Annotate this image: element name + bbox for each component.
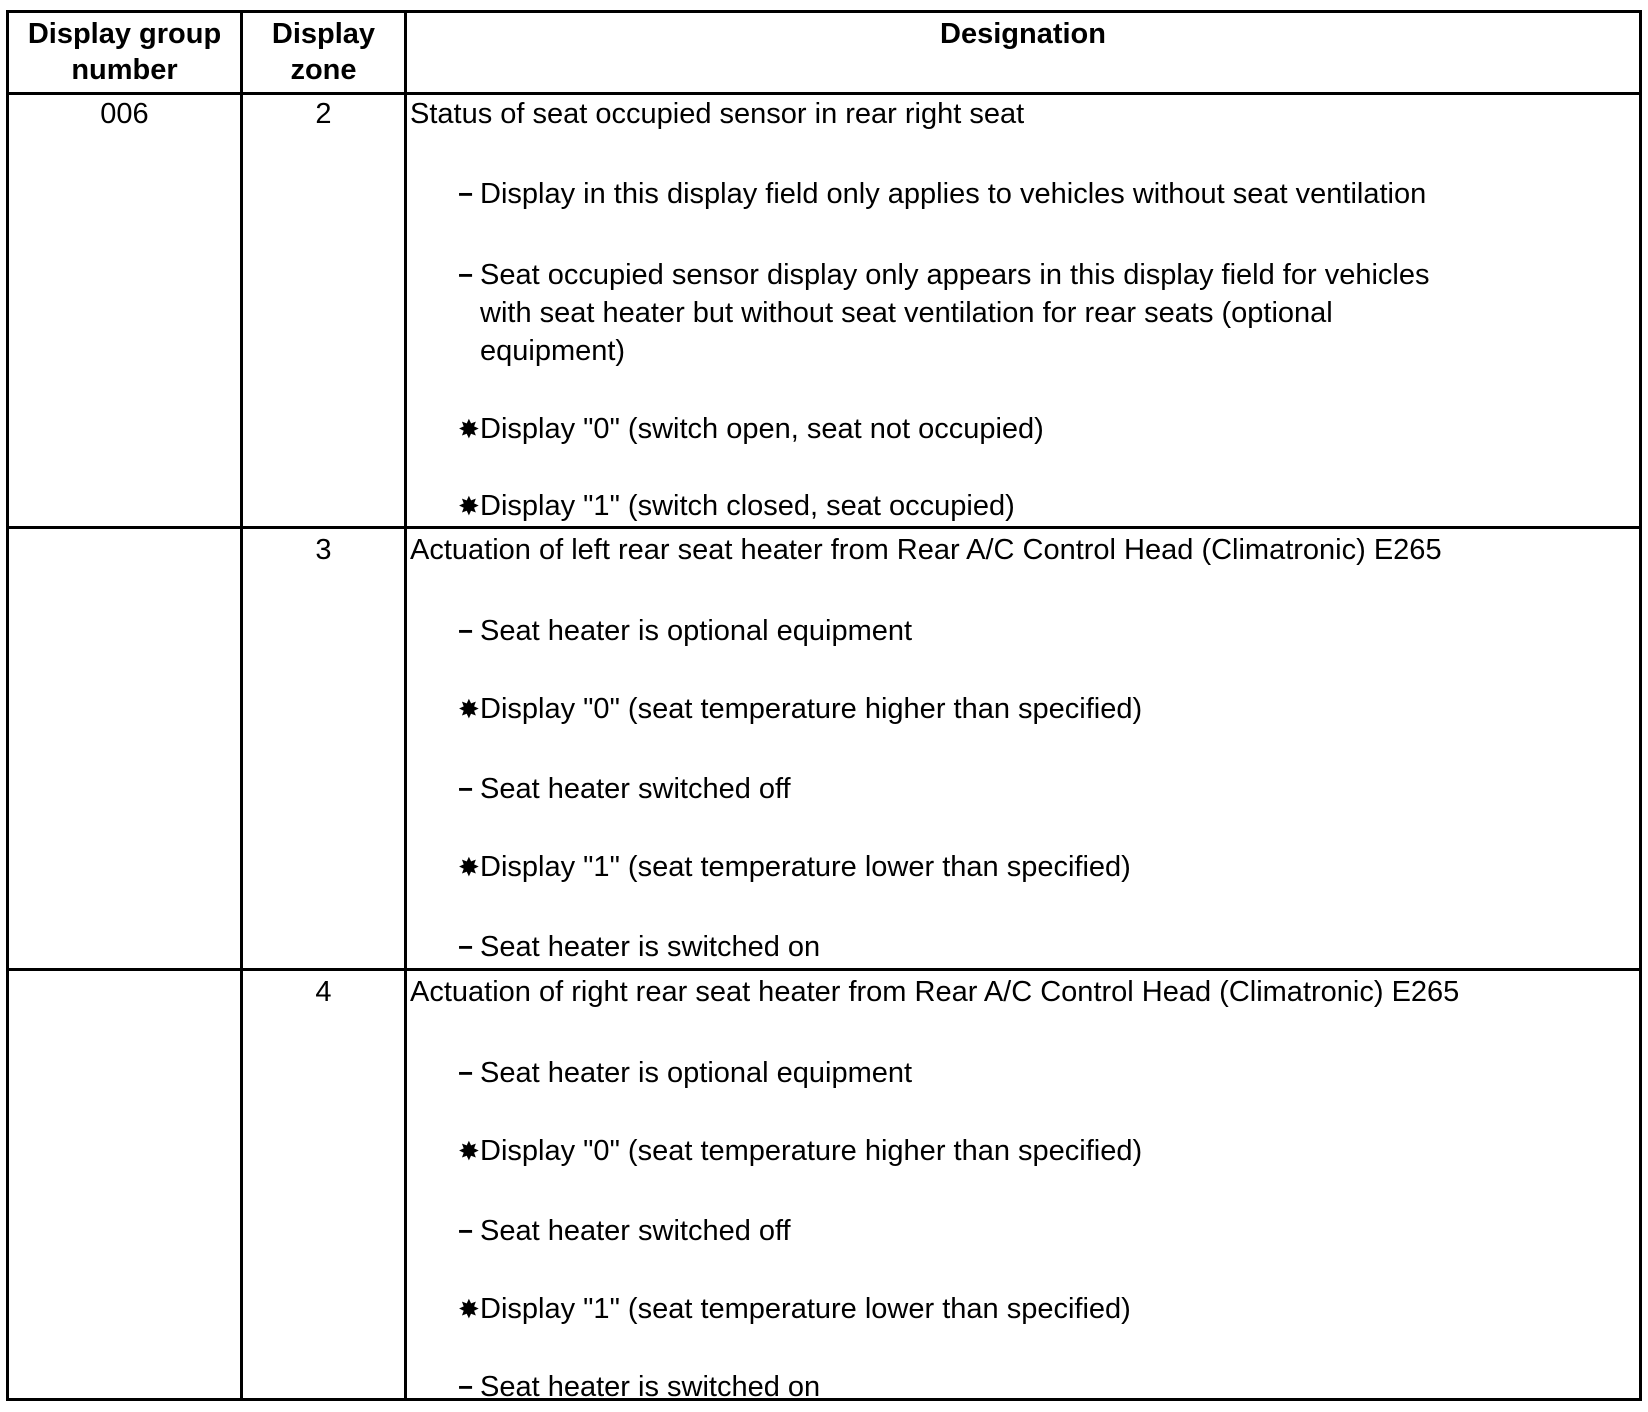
designation-item: Display "1" (seat temperature lower than specified): [480, 1293, 1131, 1325]
column-divider-2: [404, 10, 407, 1401]
header-designation: Designation: [940, 18, 1106, 50]
bullet-star-icon: ✸: [458, 1294, 480, 1324]
header-divider: [6, 92, 1642, 95]
bullet-star-icon: ✸: [458, 694, 480, 724]
table-border-right: [1639, 10, 1642, 1401]
row-divider-1: [6, 526, 1642, 529]
designation-title: Actuation of right rear seat heater from Rear A/C Control Head (Climatronic) E265: [410, 976, 1460, 1008]
designation-item: Seat heater switched off: [480, 773, 791, 805]
designation-item-continuation: with seat heater but without seat ventilation for rear seats (optional: [480, 297, 1333, 329]
designation-item: Seat heater is optional equipment: [480, 1057, 913, 1089]
dash-icon: −: [458, 260, 474, 290]
dash-icon: −: [458, 1372, 474, 1402]
designation-item: Display "1" (seat temperature lower than specified): [480, 851, 1131, 883]
designation-title: Actuation of left rear seat heater from Rear A/C Control Head (Climatronic) E265: [410, 534, 1442, 566]
designation-item: Seat heater is switched on: [480, 1371, 821, 1403]
dash-icon: −: [458, 932, 474, 962]
dash-icon: −: [458, 1216, 474, 1246]
display-zone-cell: 3: [315, 534, 332, 566]
header-group-line1: Display group: [27, 18, 222, 50]
dash-icon: −: [458, 616, 474, 646]
designation-item: Seat heater is switched on: [480, 931, 821, 963]
designation-item: Seat occupied sensor display only appears in this display field for vehicles: [480, 259, 1430, 291]
designation-item: Display "0" (switch open, seat not occupied): [480, 413, 1044, 445]
bullet-star-icon: ✸: [458, 414, 480, 444]
header-group-line2: number: [71, 54, 178, 86]
display-zone-cell: 4: [315, 976, 332, 1008]
designation-item: Seat heater switched off: [480, 1215, 791, 1247]
designation-item: Display in this display field only applies to vehicles without seat ventilation: [480, 178, 1427, 210]
table-border-left: [6, 10, 9, 1401]
dash-icon: −: [458, 1058, 474, 1088]
bullet-star-icon: ✸: [458, 1136, 480, 1166]
designation-item: Display "0" (seat temperature higher than specified): [480, 693, 1143, 725]
designation-item: Display "0" (seat temperature higher than specified): [480, 1135, 1143, 1167]
bullet-star-icon: ✸: [458, 852, 480, 882]
bullet-star-icon: ✸: [458, 491, 480, 521]
display-zone-cell: 2: [315, 98, 332, 130]
column-divider-1: [240, 10, 243, 1401]
dash-icon: −: [458, 179, 474, 209]
row-divider-2: [6, 968, 1642, 971]
group-number-cell: 006: [100, 98, 149, 130]
designation-item-continuation: equipment): [480, 335, 626, 367]
designation-title: Status of seat occupied sensor in rear right seat: [410, 98, 1025, 130]
header-zone-line2: zone: [290, 54, 357, 86]
dash-icon: −: [458, 774, 474, 804]
designation-item: Display "1" (switch closed, seat occupied): [480, 490, 1015, 522]
designation-item: Seat heater is optional equipment: [480, 615, 913, 647]
header-zone-line1: Display: [271, 18, 376, 50]
table-border-top: [6, 10, 1642, 13]
table-border-bottom: [6, 1398, 1642, 1401]
